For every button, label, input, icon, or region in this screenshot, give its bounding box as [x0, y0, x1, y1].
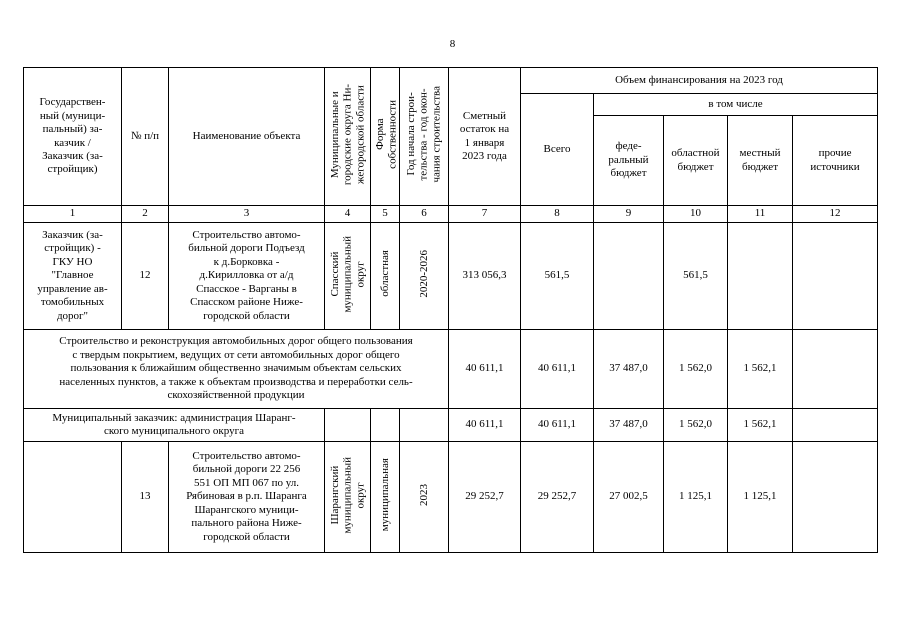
- row-local: [728, 223, 793, 330]
- empty-cell: [325, 409, 371, 442]
- column-number: 2: [122, 206, 169, 223]
- row-other: [793, 330, 878, 409]
- column-number: 10: [664, 206, 728, 223]
- row-object: Строительство автомо- бильной дороги Подъезд к д.Борковка - д.Кирилловка от а/д Спасское - Варганы в Спасском районе Ниже- городской области: [169, 223, 325, 330]
- table-row: [24, 223, 878, 330]
- column-number-row: [24, 206, 878, 223]
- header-num: № п/п: [122, 68, 169, 206]
- row-federal: 27 002,5: [594, 442, 664, 553]
- financing-table: [23, 67, 878, 553]
- row-local: 1 562,1: [728, 330, 793, 409]
- header-including: в том числе: [594, 94, 878, 116]
- row-regional: 1 125,1: [664, 442, 728, 553]
- row-local: 1 562,1: [728, 409, 793, 442]
- empty-cell: [371, 409, 400, 442]
- column-number: 9: [594, 206, 664, 223]
- row-customer: [24, 442, 122, 553]
- header-municipality: Муниципальные и городские округа Ни- жегородской области: [328, 83, 366, 185]
- header-regional: областной бюджет: [664, 116, 728, 206]
- row-municipality-cell: [325, 442, 371, 553]
- column-number: 5: [371, 206, 400, 223]
- row-years: 2020-2026: [417, 249, 430, 298]
- row-balance: 40 611,1: [449, 330, 521, 409]
- row-regional: 1 562,0: [664, 330, 728, 409]
- row-federal: 37 487,0: [594, 330, 664, 409]
- empty-cell: [400, 409, 449, 442]
- header-years: Год начала строи- тельства - год окон- чания строительства: [405, 86, 443, 183]
- row-years: 2023: [417, 483, 430, 506]
- row-balance: 29 252,7: [449, 442, 521, 553]
- row-ownership: областная: [378, 250, 391, 298]
- header-federal: феде- ральный бюджет: [594, 116, 664, 206]
- column-number: 1: [24, 206, 122, 223]
- row-num: 13: [122, 442, 169, 553]
- header-funding-2023: Объем финансирования на 2023 год: [521, 68, 878, 94]
- header-other: прочие источники: [793, 116, 878, 206]
- column-number: 12: [793, 206, 878, 223]
- row-regional: 561,5: [664, 223, 728, 330]
- row-total: 29 252,7: [521, 442, 594, 553]
- column-number: 11: [728, 206, 793, 223]
- row-balance: 40 611,1: [449, 409, 521, 442]
- row-federal: 37 487,0: [594, 409, 664, 442]
- column-number: 7: [449, 206, 521, 223]
- row-object: Строительство автомо- бильной дороги 22 256 551 ОП МП 067 по ул. Рябиновая в р.п. Шаранга Шарангского муници- пального района Ниже- городской области: [169, 442, 325, 553]
- header-object-name: Наименование объекта: [169, 68, 325, 206]
- header-ownership-cell: [371, 68, 400, 206]
- header-ownership: Форма собственности: [374, 99, 399, 169]
- row-municipality-cell: [325, 223, 371, 330]
- header-total: Всего: [521, 94, 594, 206]
- row-regional: 1 562,0: [664, 409, 728, 442]
- header-balance: Сметный остаток на 1 января 2023 года: [449, 68, 521, 206]
- row-municipality: Спасский муниципальный округ: [328, 235, 366, 313]
- row-total: 561,5: [521, 223, 594, 330]
- row-ownership-cell: [371, 442, 400, 553]
- row-total: 40 611,1: [521, 330, 594, 409]
- row-num: 12: [122, 223, 169, 330]
- header-years-cell: [400, 68, 449, 206]
- row-years-cell: [400, 442, 449, 553]
- row-other: [793, 409, 878, 442]
- section-title: Строительство и реконструкция автомобильных дорог общего пользования с твердым покрытием, ведущих от сети автомобильных дорог общего пользования к ближайшим общественно значимым объектам сельских населенных пунктов, а также к объектам производства и переработки сель- скохозяйственной продукции: [24, 330, 449, 409]
- row-customer: Заказчик (за- стройщик) - ГКУ НО "Главное управление ав- томобильных дорог": [24, 223, 122, 330]
- column-number: 8: [521, 206, 594, 223]
- column-number: 3: [169, 206, 325, 223]
- row-balance: 313 056,3: [449, 223, 521, 330]
- row-federal: [594, 223, 664, 330]
- row-municipality: Шарангский муниципальный округ: [328, 456, 366, 534]
- row-total: 40 611,1: [521, 409, 594, 442]
- header-customer: Государствен- ный (муници- пальный) за- казчик / Заказчик (за- стройщик): [24, 68, 122, 206]
- column-number: 6: [400, 206, 449, 223]
- row-ownership-cell: [371, 223, 400, 330]
- table-row: [24, 330, 878, 409]
- row-ownership: муниципальная: [378, 458, 391, 532]
- header-local: местный бюджет: [728, 116, 793, 206]
- header-municipality-cell: [325, 68, 371, 206]
- table-row: [24, 442, 878, 553]
- page-number: 8: [449, 38, 456, 50]
- row-other: [793, 223, 878, 330]
- table-row: [24, 409, 878, 442]
- row-years-cell: [400, 223, 449, 330]
- row-local: 1 125,1: [728, 442, 793, 553]
- row-other: [793, 442, 878, 553]
- column-number: 4: [325, 206, 371, 223]
- municipal-customer: Муниципальный заказчик: администрация Шаранг- ского муниципального округа: [24, 409, 325, 442]
